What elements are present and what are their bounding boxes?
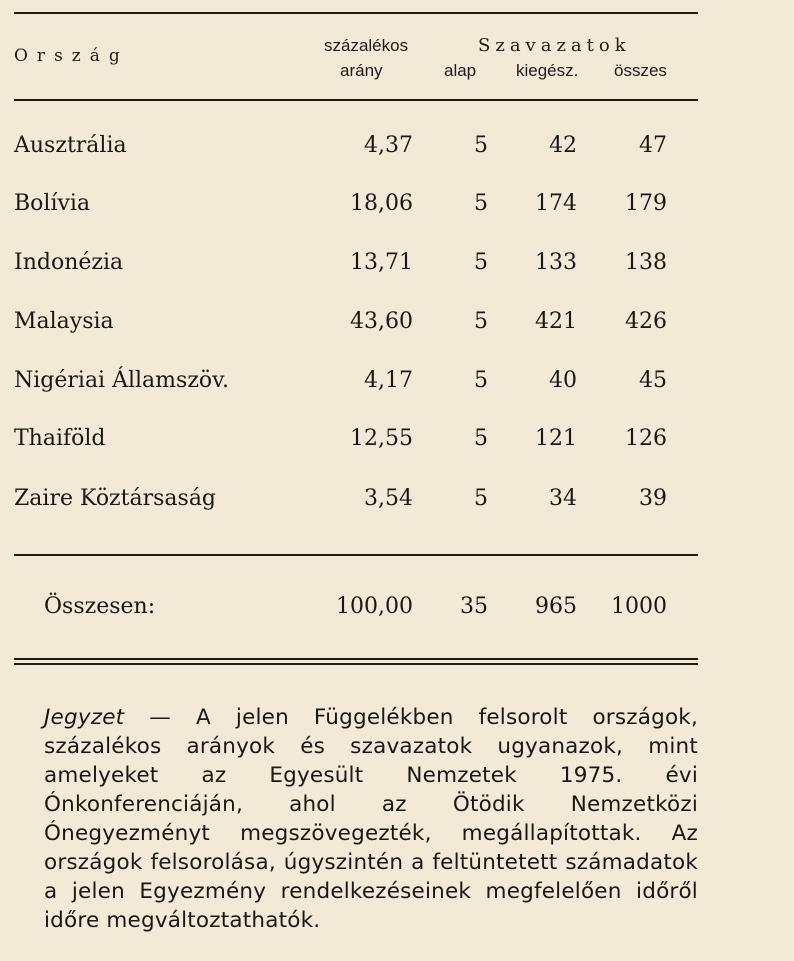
base-votes: 5 [474,426,488,451]
header-percent-line1: százalékos [324,36,409,55]
table-row [0,368,794,400]
table-row [0,133,794,165]
bottom-rule-2 [14,663,698,665]
header-votes: Szavazatok [478,35,631,56]
base-votes: 5 [474,486,488,511]
percent-value: 3,54 [364,486,413,511]
total-extra: 965 [535,594,577,619]
header-extra: kiegész. [516,61,579,80]
extra-votes: 421 [535,309,577,334]
total-total: 1000 [611,594,667,619]
total-votes: 47 [639,133,667,158]
base-votes: 5 [474,309,488,334]
total-label: Összesen: [44,594,156,619]
percent-value: 18,06 [350,191,413,216]
extra-votes: 34 [549,486,577,511]
header-rule [14,99,698,101]
extra-votes: 174 [535,191,577,216]
header-total: összes [614,61,667,80]
table-row [0,250,794,282]
total-votes: 39 [639,486,667,511]
extra-votes: 133 [535,250,577,275]
base-votes: 5 [474,250,488,275]
extra-votes: 121 [535,426,577,451]
total-votes: 45 [639,368,667,393]
total-row [0,594,794,626]
country-name: Bolívia [14,191,91,216]
header-base: alap [444,61,477,80]
extra-votes: 40 [549,368,577,393]
header-percent-line2: arány [340,61,383,80]
extra-votes: 42 [549,133,577,158]
country-name: Indonézia [14,250,124,275]
country-name: Ausztrália [14,133,127,158]
percent-value: 4,37 [364,133,413,158]
country-name: Malaysia [14,309,114,334]
table-row [0,191,794,223]
total-top-rule [14,554,698,556]
country-name: Thaiföld [14,426,106,451]
bottom-rule-1 [14,658,698,660]
base-votes: 5 [474,191,488,216]
table-row [0,426,794,458]
base-votes: 5 [474,368,488,393]
note-label: Jegyzet [44,705,125,730]
note-text: — A jelen Függelékben felsorolt országok, százalékos arányok és szavazatok ugyanazok, mint amelyeket az Egyesült Nemzetek 1975. évi Ónkonferenciáján, ahol az Ötödik Nemzetközi Ónegyezményt megszövegezték, megállapítottak. Az országok felsorolása, úgyszintén a feltüntetett számadatok a jelen Egyezmény rendelkezéseinek megfelelően időről időre megváltoztathatók. [44,705,698,933]
total-votes: 126 [625,426,667,451]
percent-value: 43,60 [350,309,413,334]
header-country: Ország [14,46,129,66]
country-name: Nigériai Államszöv. [14,368,229,393]
total-votes: 426 [625,309,667,334]
total-percent: 100,00 [336,594,413,619]
percent-value: 13,71 [350,250,413,275]
total-votes: 179 [625,191,667,216]
note-paragraph [44,703,698,935]
table-row [0,309,794,341]
base-votes: 5 [474,133,488,158]
percent-value: 12,55 [350,426,413,451]
total-base: 35 [460,594,488,619]
country-name: Zaire Köztársaság [14,486,217,511]
total-votes: 138 [625,250,667,275]
percent-value: 4,17 [364,368,413,393]
top-rule [14,12,698,14]
table-row [0,486,794,518]
